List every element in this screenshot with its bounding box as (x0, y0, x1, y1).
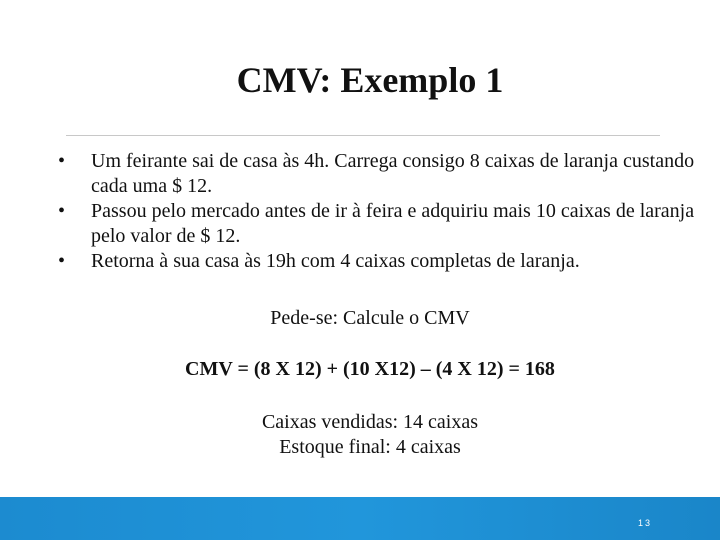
slide-title: CMV: Exemplo 1 (236, 60, 504, 100)
final-stock-text: Estoque final: 4 caixas (279, 436, 461, 458)
bullet-list (58, 149, 698, 274)
bullet-item (58, 199, 698, 249)
footer-bar (0, 497, 720, 540)
question-text: Pede-se: Calcule o CMV (270, 307, 470, 329)
bullet-item (58, 149, 698, 199)
cmv-formula: CMV = (8 X 12) + (10 X12) – (4 X 12) = 168 (185, 358, 555, 380)
bullet-icon: • (58, 250, 66, 272)
bullet-item (58, 249, 698, 274)
bullet-icon: • (58, 150, 66, 172)
bullet-text: Um feirante sai de casa às 4h. Carrega consigo 8 caixas de laranja custando cada uma $ 12. (91, 150, 695, 197)
bullet-text: Retorna à sua casa às 19h com 4 caixas completas de laranja. (91, 250, 580, 272)
bullet-text: Passou pelo mercado antes de ir à feira e adquiriu mais 10 caixas de laranja pelo valor de $ 12. (91, 200, 695, 247)
page-number: 13 (638, 518, 653, 528)
boxes-sold-text: Caixas vendidas: 14 caixas (261, 411, 479, 433)
title-divider (66, 135, 660, 136)
bullet-icon: • (58, 200, 66, 222)
